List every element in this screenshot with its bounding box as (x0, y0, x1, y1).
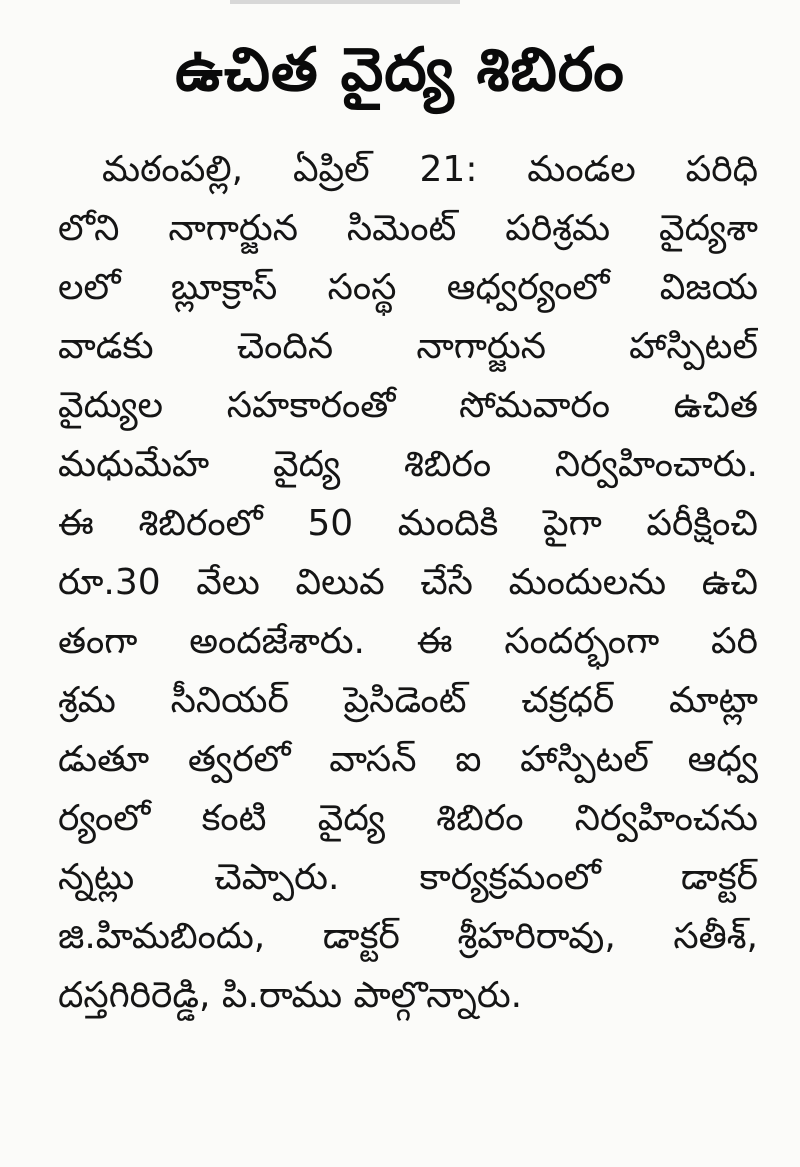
article-line: శ్రమ సీనియర్ ప్రెసిడెంట్ చక్రధర్ మాట్లా (58, 680, 758, 721)
top-divider (230, 0, 460, 4)
article-line: డుతూ త్వరలో వాసన్ ఐ హాస్పిటల్ ఆధ్వ (58, 739, 758, 780)
article-line: లోని నాగార్జున సిమెంట్ పరిశ్రమ వైద్యశా (58, 208, 758, 249)
article-line: ఈ శిబిరంలో 50 మందికి పైగా పరీక్షించి (58, 503, 758, 544)
article-line: తంగా అందజేశారు. ఈ సందర్భంగా పరి (58, 621, 758, 662)
article-line: లలో బ్లూక్రాస్ సంస్థ ఆధ్వర్యంలో విజయ (58, 267, 758, 308)
article-line: న్నట్లు చెప్పారు. కార్యక్రమంలో డాక్టర్ (58, 857, 758, 898)
headline: ఉచిత వైద్య శిబిరం (175, 35, 625, 105)
article-line: వాడకు చెందిన నాగార్జున హాస్పిటల్ (58, 326, 758, 367)
article-line: రూ.30 వేలు విలువ చేసే మందులను ఉచి (58, 562, 758, 603)
article-line: ర్యంలో కంటి వైద్య శిబిరం నిర్వహించను (58, 798, 758, 839)
article-line: జి.హిమబిందు, డాక్టర్ శ్రీహరిరావు, సతీశ్, (58, 916, 758, 957)
article-line: వైద్యుల సహకారంతో సోమవారం ఉచిత (58, 385, 758, 426)
article-body (58, 140, 758, 1025)
article-line: మధుమేహ వైద్య శిబిరం నిర్వహించారు. (58, 444, 758, 485)
article-line: మఠంపల్లి, ఏప్రిల్ 21: మండల పరిధి (102, 149, 758, 190)
article-line: దస్తగిరిరెడ్డి, పి.రాము పాల్గొన్నారు. (58, 975, 523, 1016)
